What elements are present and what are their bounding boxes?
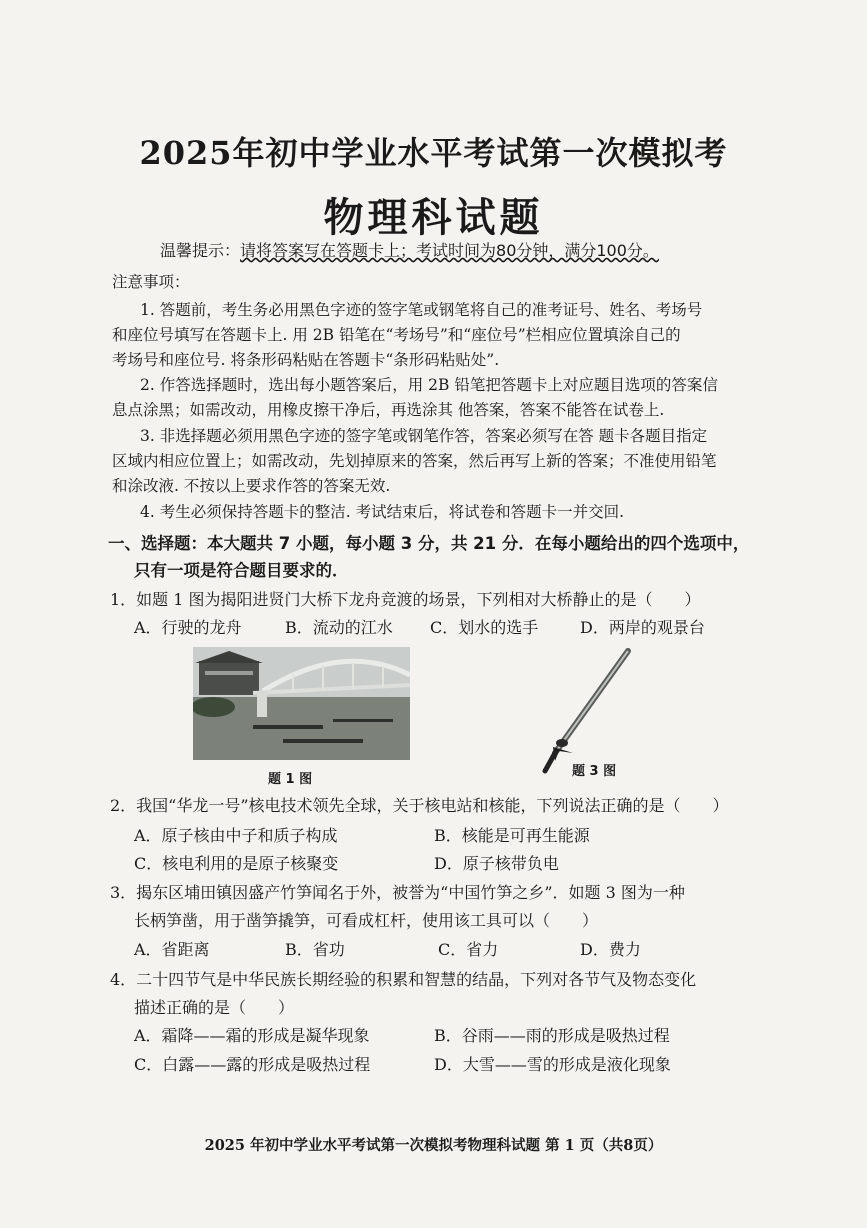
- note-line: 1. 答题前，考生务必用黑色字迹的签字笔或钢笔将自己的准考证号、姓名、考场号: [140, 301, 703, 319]
- notes-heading: 注意事项：: [112, 273, 190, 291]
- figure-1-bridge-photo: [193, 647, 410, 760]
- note-line: 考场号和座位号. 将条形码粘贴在答题卡“条形码粘贴处”.: [112, 351, 500, 369]
- figure-1-caption: 题 1 图: [268, 772, 313, 787]
- question-4-option-d: D．大雪——雪的形成是液化现象: [434, 1055, 671, 1074]
- question-3-stem: 3．揭东区埔田镇因盛产竹笋闻名于外，被誉为“中国竹笋之乡”．如题 3 图为一种: [110, 883, 685, 902]
- note-line: 2. 作答选择题时，选出每小题答案后，用 2B 铅笔把答题卡上对应题目选项的答案信: [140, 376, 718, 394]
- reminder-text: 请将答案写在答题卡上；考试时间为80分钟，满分100分。: [240, 241, 659, 260]
- question-4-option-b: B．谷雨——雨的形成是吸热过程: [434, 1026, 670, 1045]
- exam-subject-title: 物理科试题: [323, 194, 544, 241]
- note-line: 息点涂黑；如需改动，用橡皮擦干净后，再选涂其 他答案，答案不能答在试卷上.: [112, 401, 665, 419]
- reminder-label: 温馨提示：: [160, 241, 241, 260]
- exam-title: 2025年初中学业水平考试第一次模拟考: [139, 134, 728, 172]
- section-heading: 一、选择题：本大题共 7 小题，每小题 3 分，共 21 分．在每小题给出的四个选项中，: [108, 534, 750, 553]
- question-2-option-c: C．核电利用的是原子核聚变: [134, 854, 339, 873]
- question-3-option-d: D．费力: [580, 940, 641, 959]
- question-2-option-d: D．原子核带负电: [434, 854, 559, 873]
- question-4-option-a: A．霜降——霜的形成是凝华现象: [134, 1026, 370, 1045]
- question-1-stem: 1．如题 1 图为揭阳进贤门大桥下龙舟竞渡的场景，下列相对大桥静止的是（ ）: [110, 590, 701, 609]
- question-4-stem-cont: 描述正确的是（ ）: [134, 998, 295, 1017]
- section-heading-cont: 只有一项是符合题目要求的．: [134, 561, 349, 580]
- note-line: 4. 考生必须保持答题卡的整洁. 考试结束后，将试卷和答题卡一并交回.: [140, 503, 624, 521]
- question-3-stem-cont: 长柄笋凿，用于凿笋撬笋，可看成杠杆，使用该工具可以（ ）: [134, 911, 599, 930]
- question-3-option-c: C．省力: [438, 940, 499, 959]
- question-1-option-a: A．行驶的龙舟: [134, 618, 242, 637]
- question-2-stem: 2．我国“华龙一号”核电技术领先全球，关于核电站和核能，下列说法正确的是（ ）: [110, 796, 729, 815]
- question-4-option-c: C．白露——露的形成是吸热过程: [134, 1055, 371, 1074]
- figure-3-caption: 题 3 图: [572, 764, 617, 779]
- question-4-stem: 4．二十四节气是中华民族长期经验的积累和智慧的结晶，下列对各节气及物态变化: [110, 970, 697, 989]
- note-line: 和座位号填写在答题卡上. 用 2B 铅笔在“考场号”和“座位号”栏相应位置填涂自己的: [112, 326, 681, 344]
- page-footer: 2025 年初中学业水平考试第一次模拟考物理科试题 第 1 页（共8页）: [204, 1137, 663, 1154]
- note-line: 和涂改液. 不按以上要求作答的答案无效.: [112, 477, 391, 495]
- note-line: 3. 非选择题必须用黑色字迹的签字笔或钢笔作答，答案必须写在答 题卡各题目指定: [140, 427, 708, 445]
- question-1-option-b: B．流动的江水: [285, 618, 393, 637]
- question-1-option-d: D．两岸的观景台: [580, 618, 705, 637]
- figure-3-chisel-illustration: [515, 645, 640, 775]
- question-3-option-b: B．省功: [285, 940, 345, 959]
- note-line: 区域内相应位置上；如需改动，先划掉原来的答案，然后再写上新的答案；不准使用铅笔: [112, 452, 717, 470]
- question-1-option-c: C．划水的选手: [430, 618, 539, 637]
- question-2-option-a: A．原子核由中子和质子构成: [134, 826, 338, 845]
- question-3-option-a: A．省距离: [134, 940, 210, 959]
- question-2-option-b: B．核能是可再生能源: [434, 826, 590, 845]
- reminder: [160, 238, 659, 261]
